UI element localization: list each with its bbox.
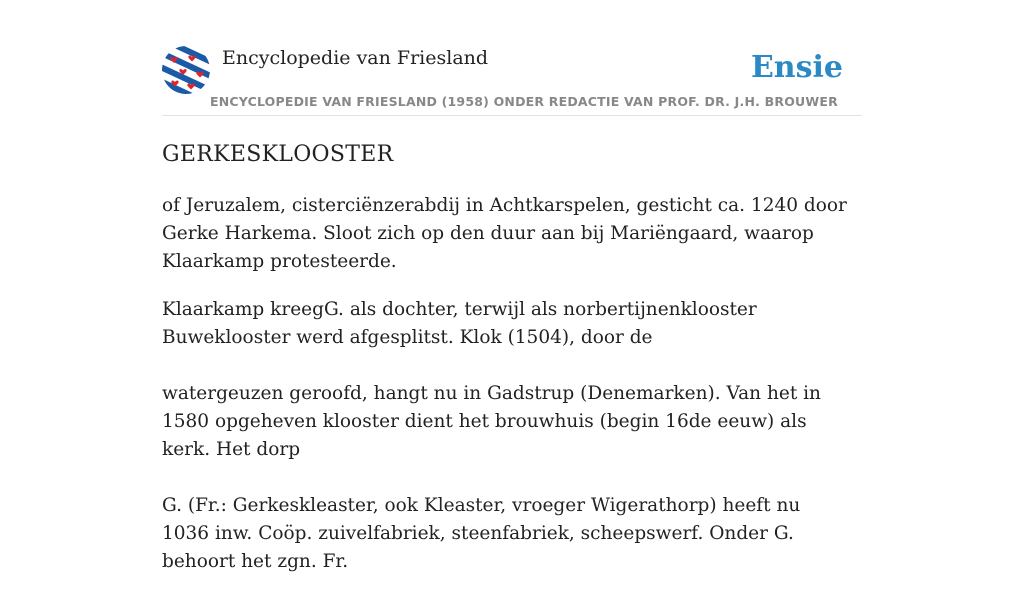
site-title[interactable]: Encyclopedie van Friesland — [222, 47, 489, 69]
frisian-flag-logo-icon[interactable] — [162, 46, 210, 94]
article-content — [162, 140, 852, 596]
article-paragraph: of Jeruzalem, cisterciënzerabdij in Achtkarspelen, gesticht ca. 1240 door Gerke Harkema. Sloot zich op den duur aan bij Mariëngaard, waarop Klaarkamp protesteerde. — [162, 195, 847, 272]
site-header — [162, 46, 862, 116]
article-paragraph: Klaarkamp kreegG. als dochter, terwijl als norbertijnenklooster Buweklooster werd afgesplitst. Klok (1504), door de — [162, 299, 757, 348]
article-title: GERKESKLOOSTER — [162, 142, 394, 167]
article-paragraph: watergeuzen geroofd, hangt nu in Gadstrup (Denemarken). Van het in 1580 opgeheven klooster dient het brouwhuis (begin 16de eeuw) als kerk. Het dorp — [162, 383, 821, 460]
header-divider — [162, 115, 862, 116]
article-paragraph: G. (Fr.: Gerkeskleaster, ook Kleaster, vroeger Wigerathorp) heeft nu 1036 inw. Coöp. zuivelfabriek, steenfabriek, scheepswerf. Onder G. behoort het zgn. Fr. — [162, 495, 801, 572]
site-subtitle: ENCYCLOPEDIE VAN FRIESLAND (1958) ONDER REDACTIE VAN PROF. DR. J.H. BROUWER — [210, 94, 838, 109]
ensie-brand-logo[interactable]: Ensie — [750, 50, 843, 85]
